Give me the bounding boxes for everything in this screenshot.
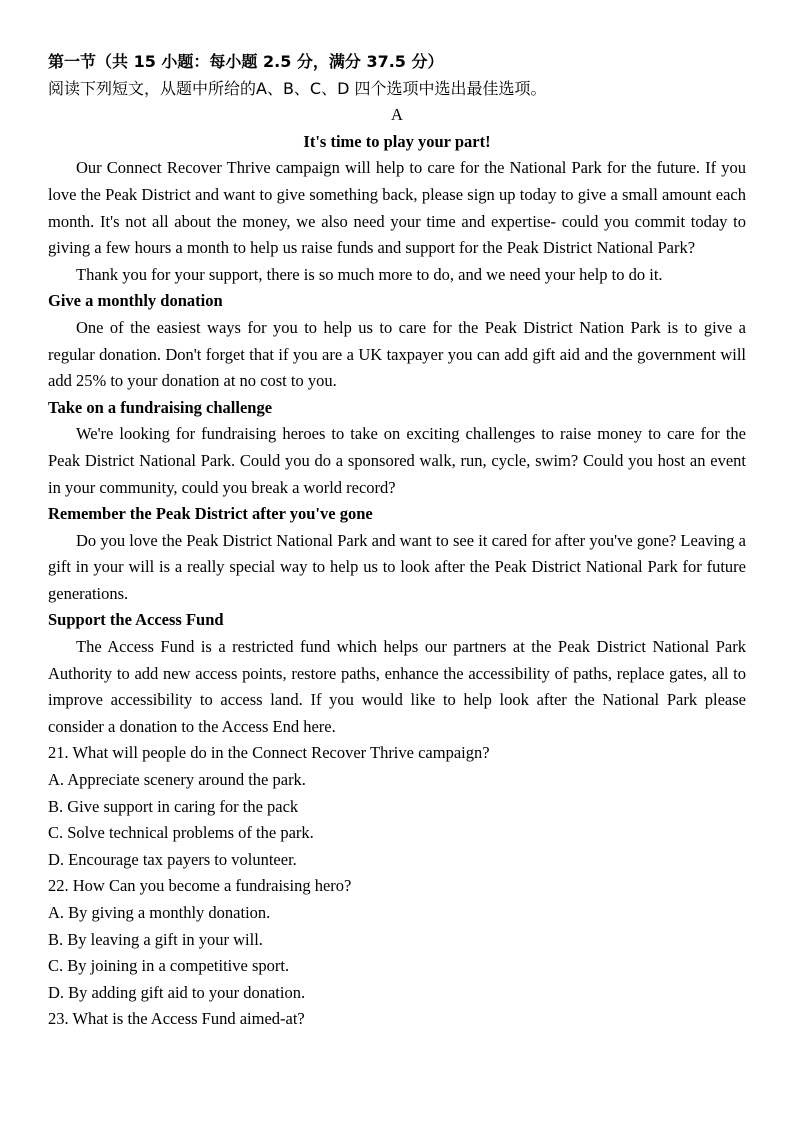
- section-heading-fundraising: Take on a fundraising challenge: [48, 397, 273, 417]
- question-21-option-a: A. Appreciate scenery around the park.: [48, 770, 306, 790]
- section-heading-donation: Give a monthly donation: [48, 291, 223, 311]
- section-instruction: 阅读下列短文，从题中所给的A、B、C、D 四个选项中选出最佳选项。: [48, 78, 547, 98]
- question-22-option-c: C. By joining in a competitive sport.: [48, 956, 290, 976]
- intro-paragraph-2: Thank you for your support, there is so much more to do, and we need your help to do it.: [76, 264, 663, 284]
- section-heading-access-fund: Support the Access Fund: [48, 610, 224, 630]
- section-body-fundraising: We're looking for fundraising heroes to take on exciting challenges to raise money to care for the Peak District National Park. Could you do a sponsored walk, run, cycle, swim? Could you host an event in your community, could you break a world record?: [48, 424, 746, 497]
- section-body-access-fund: The Access Fund is a restricted fund which helps our partners at the Peak District National Park Authority to add new access points, restore paths, enhance the accessibility of paths, replace gates, all to improve accessibility to access land. If you would like to help look after the National Park please consider a donation to the Access End here.: [48, 637, 746, 736]
- question-21-option-c: C. Solve technical problems of the park.: [48, 823, 314, 843]
- section-header: 第一节（共 15 小题：每小题 2.5 分，满分 37.5 分）: [48, 52, 444, 71]
- intro-paragraph-1: Our Connect Recover Thrive campaign will help to care for the National Park for the future. If you love the Peak District and want to give something back, please sign up today to give a small amount each month. It's not all about the money, we also need your time and expertise- could you commit today to giving a few hours a month to help us raise funds and support for the Peak District National Park?: [48, 158, 746, 258]
- question-22-option-a: A. By giving a monthly donation.: [48, 903, 271, 922]
- exam-page: [48, 49, 746, 1033]
- section-heading-will: Remember the Peak District after you've gone: [48, 504, 373, 524]
- question-21-stem: 21. What will people do in the Connect Recover Thrive campaign?: [48, 743, 490, 763]
- section-body-donation: One of the easiest ways for you to help us to care for the Peak District Nation Park is to give a regular donation. Don't forget that if you are a UK taxpayer you can add gift aid and the government will add 25% to your donation at no cost to you.: [48, 317, 746, 391]
- question-21-option-b: B. Give support in caring for the pack: [48, 796, 299, 816]
- section-body-will: Do you love the Peak District National Park and want to see it cared for after you've gone? Leaving a gift in your will is a really special way to help us to look after the Peak District National Park for future generations.: [48, 530, 746, 603]
- question-22-option-d: D. By adding gift aid to your donation.: [48, 982, 306, 1002]
- question-23-stem: 23. What is the Access Fund aimed-at?: [48, 1009, 305, 1029]
- passage-title: It's time to play your part!: [303, 131, 491, 151]
- question-22-stem: 22. How Can you become a fundraising hero?: [48, 876, 352, 896]
- passage-label: A: [391, 105, 403, 125]
- question-21-option-d: D. Encourage tax payers to volunteer.: [48, 849, 297, 869]
- question-22-option-b: B. By leaving a gift in your will.: [48, 929, 263, 949]
